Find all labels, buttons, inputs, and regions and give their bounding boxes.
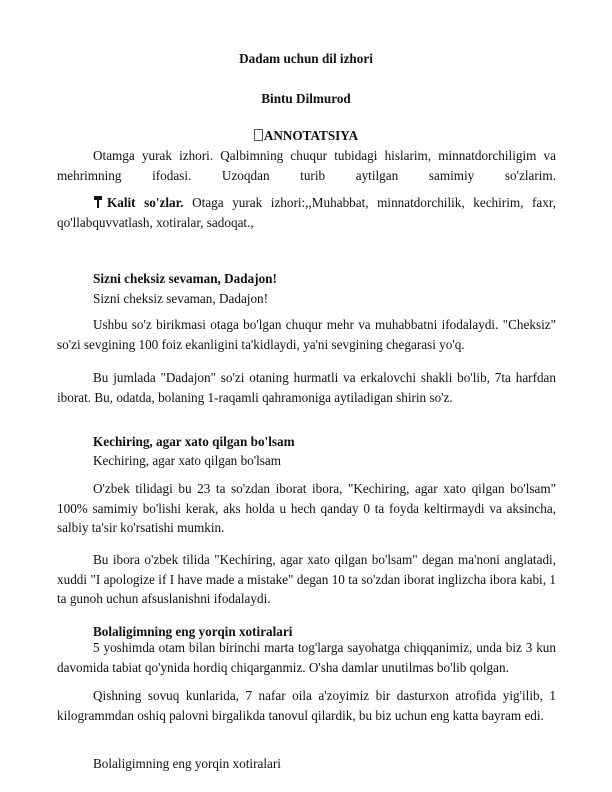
section-2-heading: Kechiring, agar xato qilgan bo'lsam (93, 434, 295, 449)
section-1-paragraph-1: Ushbu so'z birikmasi otaga bo'lgan chuqur mehr va muhabbatni ifodalaydi. "Cheksiz" so'zi sevgining 100 foiz ekanligini ta'kidlaydi, ya'ni sevgining chegarasi yo'q. (57, 317, 556, 352)
document-author: Bintu Dilmurod (261, 91, 351, 106)
document-title: Dadam uchun dil izhori (239, 51, 373, 66)
annotation-line-2: mehrimning ifodasi. Uzoqdan turib aytilgan samimiy so'zlarim. (57, 167, 556, 183)
section-1-heading: Sizni cheksiz sevaman, Dadajon! (93, 271, 277, 286)
section-3-paragraph-1: 5 yoshimda otam bilan birinchi marta tog'larga sayohatga chiqqanimiz, unda biz 3 kun davomida tabiat qo'ynida hordiq chiqarganmiz. O'sha damlar unutilmas bo'lib qolgan. (57, 640, 556, 675)
keywords-paragraph (57, 193, 556, 232)
annotation-line-1: Otamga yurak izhori. Qalbimning chuqur tubidagi hislarim, minnatdorchiligim va (93, 148, 556, 163)
section-2-paragraph-1: O'zbek tilidagi bu 23 ta so'zdan iborat ibora, "Kechiring, agar xato qilgan bo'lsam" 100% samimiy bo'lishi kerak, aks holda u hech qanday 0 ta foyda keltirmaydi va aksincha, salbiy ta'sir ko'rsatishi mumkin. (57, 481, 556, 535)
keywords-text: Otaga yurak izhori:,,Muhabbat, minnatdorchilik, kechirim, faxr, qo'llabquvvatlash, xotiralar, sadoqat., (57, 195, 556, 230)
pushpin-icon (93, 196, 103, 208)
annotation-paragraph (57, 146, 556, 185)
section-1-paragraph-2: Bu jumlada "Dadajon" so'zi otaning hurmatli va erkalovchi shakli bo'lib, 7ta harfdan iborat. Bu, odatda, bolaning 1-raqamli qahramoniga aytiladigan shirin so'z. (57, 370, 556, 405)
section-2-repeat: Kechiring, agar xato qilgan bo'lsam (93, 453, 282, 468)
section-3-repeat: Bolaligimning eng yorqin xotiralari (93, 756, 281, 771)
section-2-paragraph-2: Bu ibora o'zbek tilida "Kechiring, agar xato qilgan bo'lsam" degan ma'noni anglatadi, xuddi "I apologize if I have made a mistake" degan 10 ta so'zdan iborat inglizcha ibora kabi, 1 ta gunoh uchun afsuslanishni ifodalaydi. (57, 552, 556, 606)
annotation-heading (0, 126, 612, 146)
section-1-repeat: Sizni cheksiz sevaman, Dadajon! (93, 291, 269, 306)
section-3-paragraph-2: Qishning sovuq kunlarida, 7 nafar oila a'zoyimiz bir dasturxon atrofida yig'ilib, 1 kilogrammdan oshiq palovni birgalikda tanovul qilardik, bu biz uchun eng katta bayram edi. (57, 688, 556, 723)
missing-glyph-icon (254, 129, 263, 141)
section-3-heading: Bolaligimning eng yorqin xotiralari (93, 624, 293, 639)
keywords-label: Kalit so'zlar. (107, 195, 184, 210)
annotation-heading-text: ANNOTATSIYA (263, 128, 359, 143)
